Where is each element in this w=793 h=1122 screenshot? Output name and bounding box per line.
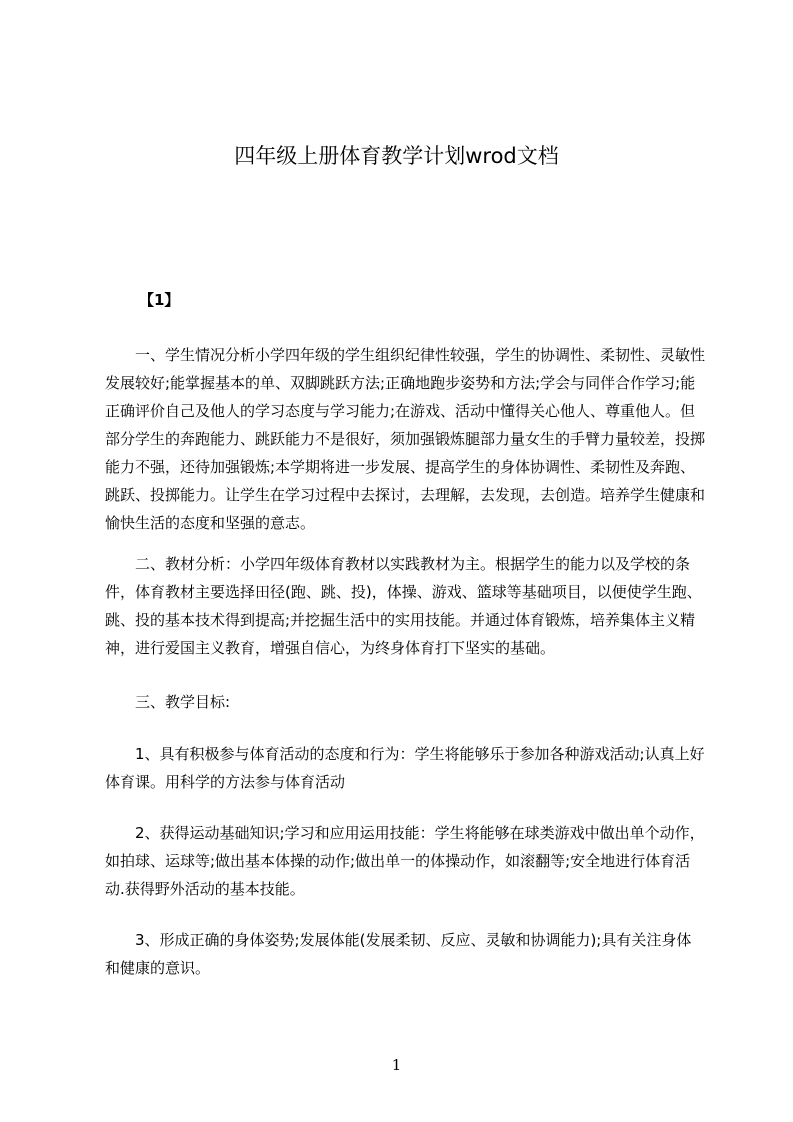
page-number: 1 bbox=[391, 1056, 402, 1074]
paragraph-goal-1: 1、具有积极参与体育活动的态度和行为：学生将能够乐于参加各种游戏活动;认真上好体育课。用科学的方法参与体育活动 bbox=[105, 745, 705, 791]
paragraph-goal-3: 3、形成正确的身体姿势;发展体能(发展柔韧、反应、灵敏和协调能力);具有关注身体和健康的意识。 bbox=[105, 931, 692, 977]
section-marker: 【1】 bbox=[139, 291, 180, 309]
document-title: 四年级上册体育教学计划wrod文档 bbox=[234, 144, 559, 168]
paragraph-teaching-goals-heading: 三、教学目标: bbox=[135, 693, 231, 711]
paragraph-material-analysis: 二、教材分析：小学四年级体育教材以实践教材为主。根据学生的能力以及学校的条件，体育教材主要选择田径(跑、跳、投)，体操、游戏、篮球等基础项目，以便使学生跑、跳、投的基本技术得到提高;并挖掘生活中的实用技能。并通过体育锻炼，培养集体主义精神，进行爱国主义教育，增强自信心，为终身体育打下坚实的基础。 bbox=[105, 555, 702, 657]
paragraph-goal-2: 2、获得运动基础知识;学习和应用运用技能：学生将能够在球类游戏中做出单个动作，如拍球、运球等;做出基本体操的动作;做出单一的体操动作，如滚翻等;安全地进行体育活动.获得野外活动的基本技能。 bbox=[105, 824, 705, 898]
paragraph-student-analysis: 一、学生情况分析小学四年级的学生组织纪律性较强，学生的协调性、柔韧性、灵敏性发展较好;能掌握基本的单、双脚跳跃方法;正确地跑步姿势和方法;学会与同伴合作学习;能正确评价自己及他人的学习态度与学习能力;在游戏、活动中懂得关心他人、尊重他人。但部分学生的奔跑能力、跳跃能力不是很好，须加强锻炼腿部力量女生的手臂力量较差，投掷能力不强，还待加强锻炼;本学期将进一步发展、提高学生的身体协调性、柔韧性及奔跑、跳跃、投掷能力。让学生在学习过程中去探讨，去理解，去发现，去创造。培养学生健康和愉快生活的态度和坚强的意志。 bbox=[105, 346, 706, 532]
